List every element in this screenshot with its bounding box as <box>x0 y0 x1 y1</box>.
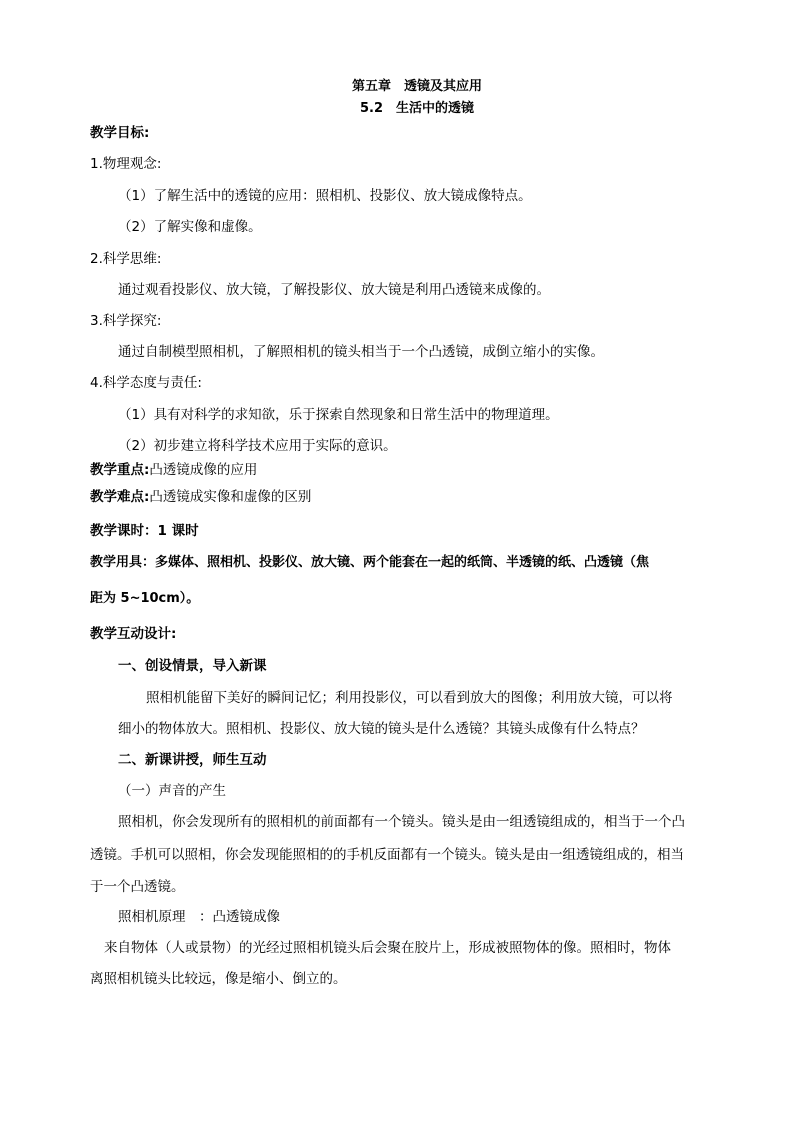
difficulties-label: 教学难点: <box>90 489 150 505</box>
objective-1: 1.物理观念: <box>90 156 162 172</box>
key-points-label: 教学重点: <box>90 462 150 478</box>
camera-principle: 照相机原理 ：凸透镜成像 <box>118 909 280 925</box>
chapter-title: 第五章 透镜及其应用 <box>351 79 482 94</box>
objective-1b: （2）了解实像和虚像。 <box>118 219 262 235</box>
difficulties <box>90 487 311 507</box>
section-title: 5.2 生活中的透镜 <box>359 101 475 116</box>
part2-title: 二、新课讲授，师生互动 <box>118 752 267 768</box>
objective-2a: 通过观看投影仪、放大镜，了解投影仪、放大镜是利用凸透镜来成像的。 <box>118 282 550 298</box>
objectives-heading: 教学目标: <box>90 125 150 141</box>
part2-subheading: （一）声音的产生 <box>118 783 226 799</box>
part1-line-1: 照相机能留下美好的瞬间记忆；利用投影仪，可以看到放大的图像；利用放大镜，可以将 <box>146 690 673 706</box>
p2-line-1: 来自物体（人或景物）的光经过照相机镜头后会聚在胶片上，形成被照物体的像。照相时，物体 <box>104 940 671 956</box>
key-points-value: 凸透镜成像的应用 <box>149 462 258 478</box>
teaching-hours: 教学课时：1 课时 <box>90 523 199 539</box>
objective-1a: （1）了解生活中的透镜的应用：照相机、投影仪、放大镜成像特点。 <box>118 188 532 204</box>
difficulties-value: 凸透镜成实像和虚像的区别 <box>149 489 312 505</box>
p2-line-2: 离照相机镜头比较远，像是缩小、倒立的。 <box>90 971 347 987</box>
tools-line-2: 距为 5~10cm）。 <box>90 591 200 606</box>
part2-p1-line-3: 于一个凸透镜。 <box>90 879 185 895</box>
objective-4a: （1）具有对科学的求知欲，乐于探索自然现象和日常生活中的物理道理。 <box>118 407 559 423</box>
objective-3a: 通过自制模型照相机，了解照相机的镜头相当于一个凸透镜，成倒立缩小的实像。 <box>118 344 604 360</box>
interaction-heading: 教学互动设计: <box>90 626 177 642</box>
objective-3: 3.科学探究: <box>90 313 162 329</box>
part2-p1-line-2: 透镜。手机可以照相，你会发现能照相的的手机反面都有一个镜头。镜头是由一组透镜组成的，相当 <box>90 847 684 863</box>
part1-title: 一、创设情景，导入新课 <box>118 658 267 674</box>
part2-p1-line-1: 照相机，你会发现所有的照相机的前面都有一个镜头。镜头是由一组透镜组成的，相当于一个凸 <box>118 814 685 830</box>
key-points <box>90 460 257 480</box>
objective-4: 4.科学态度与责任: <box>90 375 202 391</box>
objective-4b: （2）初步建立将科学技术应用于实际的意识。 <box>118 438 397 454</box>
part1-line-2: 细小的物体放大。照相机、投影仪、放大镜的镜头是什么透镜？其镜头成像有什么特点？ <box>118 721 645 737</box>
objective-2: 2.科学思维: <box>90 251 162 267</box>
tools-line-1: 教学用具：多媒体、照相机、投影仪、放大镜、两个能套在一起的纸筒、半透镜的纸、凸透镜（焦 <box>90 555 650 570</box>
